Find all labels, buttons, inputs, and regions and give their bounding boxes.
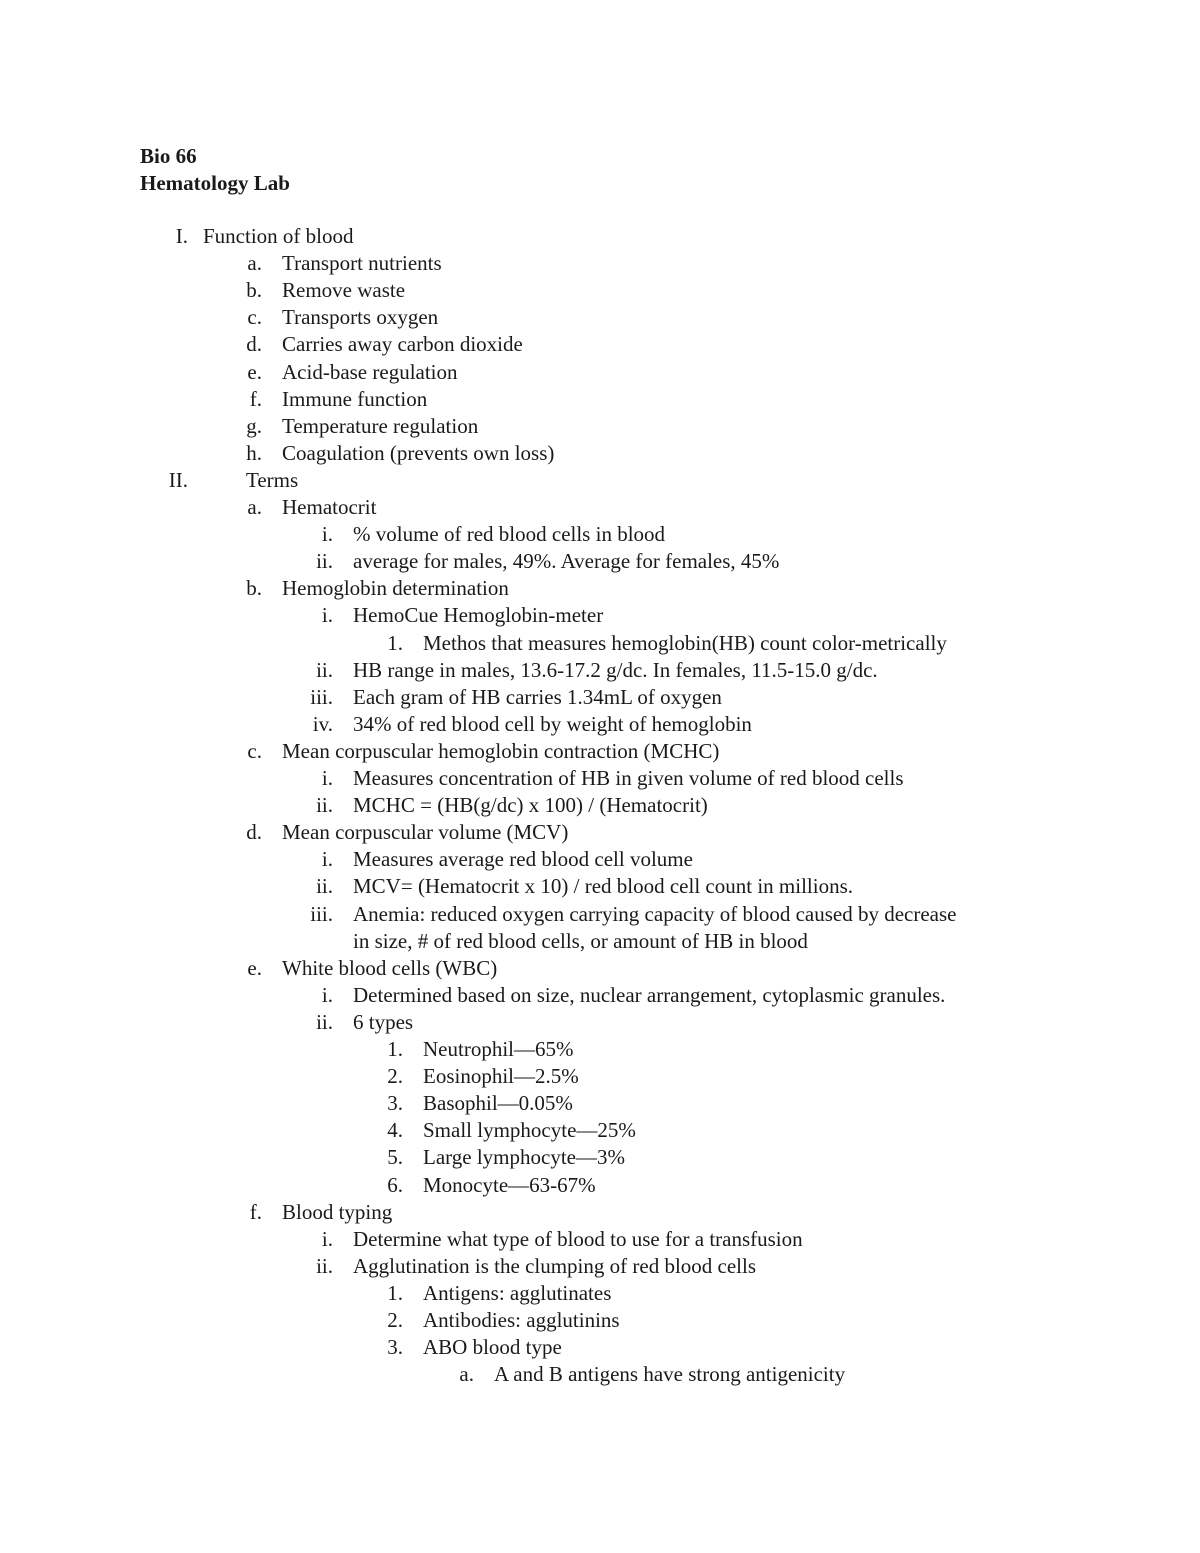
outline-item-level-4: [0, 1280, 1200, 1307]
list-item-text: Determined based on size, nuclear arrangement, cytoplasmic granules.: [353, 982, 946, 1007]
outline-item-level-2: [0, 575, 1200, 602]
list-marker: i.: [321, 603, 333, 628]
list-item-text: MCHC = (HB(g/dc) x 100) / (Hematocrit): [353, 793, 708, 818]
list-marker: h.: [246, 440, 262, 465]
outline-item-level-4: [0, 1307, 1200, 1334]
list-marker: ii.: [316, 549, 333, 574]
list-item-text: Antibodies: agglutinins: [423, 1308, 620, 1332]
list-marker: d.: [246, 332, 262, 357]
list-marker: b.: [246, 576, 262, 601]
list-marker: a.: [247, 495, 262, 519]
list-item-text: Large lymphocyte—3%: [423, 1145, 625, 1170]
list-item-text: Agglutination is the clumping of red blood cells: [353, 1253, 757, 1278]
list-item-text: Determine what type of blood to use for a transfusion: [353, 1226, 803, 1251]
list-item-text: Monocyte—63-67%: [423, 1172, 596, 1197]
list-marker: 1.: [387, 1280, 403, 1305]
list-marker: 3.: [387, 1335, 403, 1360]
outline-item-level-1: [0, 467, 1200, 494]
list-marker: i.: [321, 982, 333, 1007]
list-item-text: Basophil—0.05%: [423, 1091, 573, 1116]
list-item-text: Mean corpuscular volume (MCV): [282, 820, 569, 845]
list-item-text: Immune function: [282, 386, 428, 411]
list-marker: ii.: [316, 793, 333, 818]
list-item-text: Terms: [246, 467, 299, 492]
list-marker: iii.: [310, 901, 333, 926]
list-item-text: 6 types: [353, 1009, 414, 1034]
list-marker: 3.: [387, 1091, 403, 1116]
list-marker: iii.: [310, 684, 333, 709]
outline-item-level-2: [0, 304, 1200, 331]
list-marker: ii.: [316, 1009, 333, 1034]
outline-item-level-1: [0, 223, 1200, 250]
list-marker: 1.: [387, 630, 403, 655]
outline-item-level-3: [0, 657, 1200, 684]
list-marker: ii.: [316, 657, 333, 682]
outline-item-level-3: [0, 602, 1200, 629]
list-item-text: Eosinophil—2.5%: [423, 1064, 579, 1089]
outline-item-level-2: [0, 819, 1200, 846]
list-marker: i.: [321, 766, 333, 790]
outline-item-level-3: [0, 873, 1200, 900]
list-marker: I.: [175, 224, 188, 248]
outline-item-level-2: [0, 1199, 1200, 1226]
list-item-text: White blood cells (WBC): [282, 955, 498, 980]
list-item-text: ABO blood type: [423, 1335, 562, 1360]
outline-item-level-3: [0, 765, 1200, 792]
outline-item-level-4: [0, 1063, 1200, 1090]
list-marker: II.: [168, 467, 188, 492]
list-marker: e.: [247, 359, 262, 384]
outline-item-level-3: [0, 846, 1200, 873]
outline-item-level-4: [0, 1090, 1200, 1117]
list-item-text: Transports oxygen: [282, 305, 439, 330]
list-item-text: Methos that measures hemoglobin(HB) count color-metrically: [423, 630, 947, 655]
list-item-text: % volume of red blood cells in blood: [353, 522, 666, 547]
outline-item-level-3: [0, 792, 1200, 819]
outline-item-level-2: [0, 440, 1200, 467]
list-item-text: HB range in males, 13.6-17.2 g/dc. In females, 11.5-15.0 g/dc.: [353, 657, 878, 682]
document-subtitle: Hematology Lab: [140, 171, 290, 195]
list-marker: e.: [247, 955, 262, 980]
outline-item-level-2: [0, 386, 1200, 413]
outline-item-level-2: [0, 331, 1200, 358]
list-marker: 4.: [387, 1118, 403, 1143]
outline-item-level-4: [0, 1117, 1200, 1144]
list-item-text: Mean corpuscular hemoglobin contraction (MCHC): [282, 738, 720, 763]
list-item-text: Measures concentration of HB in given volume of red blood cells: [353, 766, 904, 790]
list-item-text: average for males, 49%. Average for females, 45%: [353, 549, 780, 574]
list-item-text: Remove waste: [282, 278, 406, 303]
list-marker: b.: [246, 278, 262, 303]
list-item-text: Function of blood: [203, 224, 354, 248]
list-item-text: Hematocrit: [282, 495, 377, 519]
list-item-text: Each gram of HB carries 1.34mL of oxygen: [353, 684, 722, 709]
outline-item-level-3: [0, 548, 1200, 575]
list-marker: 5.: [387, 1145, 403, 1170]
list-marker: iv.: [312, 711, 333, 736]
list-marker: d.: [246, 820, 262, 845]
list-item-text: Temperature regulation: [282, 413, 479, 438]
outline-item-level-4: [0, 1172, 1200, 1199]
list-marker: 1.: [387, 1037, 403, 1061]
list-item-text: HemoCue Hemoglobin-meter: [353, 603, 604, 628]
list-marker: i.: [321, 522, 333, 547]
list-marker: c.: [247, 305, 262, 330]
list-marker: ii.: [316, 874, 333, 899]
outline-item-level-2: [0, 277, 1200, 304]
list-item-text: Anemia: reduced oxygen carrying capacity of blood caused by decrease: [353, 901, 957, 926]
outline-item-level-3: [0, 1253, 1200, 1280]
list-marker: 2.: [387, 1308, 403, 1332]
outline-item-level-3: [0, 928, 1200, 955]
outline-item-level-4: [0, 1334, 1200, 1361]
outline-item-level-3: [0, 1009, 1200, 1036]
outline-item-level-3: [0, 521, 1200, 548]
outline-item-level-2: [0, 413, 1200, 440]
outline-item-level-2: [0, 955, 1200, 982]
list-item-text: Small lymphocyte—25%: [423, 1118, 636, 1143]
list-item-text: in size, # of red blood cells, or amount of HB in blood: [353, 928, 808, 953]
list-marker: a.: [459, 1362, 474, 1387]
list-item-text: Blood typing: [282, 1199, 393, 1224]
list-item-text: Hemoglobin determination: [282, 576, 509, 601]
list-marker: g.: [246, 413, 262, 438]
outline-item-level-4: [0, 630, 1200, 657]
outline-item-level-5: [0, 1361, 1200, 1388]
outline-item-level-3: [0, 1226, 1200, 1253]
list-item-text: Measures average red blood cell volume: [353, 847, 693, 872]
list-item-text: Acid-base regulation: [282, 359, 458, 384]
list-marker: i.: [321, 847, 333, 872]
outline-item-level-3: [0, 684, 1200, 711]
outline-item-level-3: [0, 711, 1200, 738]
list-item-text: Coagulation (prevents own loss): [282, 440, 555, 465]
outline-item-level-2: [0, 738, 1200, 765]
list-item-text: A and B antigens have strong antigenicity: [494, 1362, 846, 1387]
list-marker: a.: [247, 251, 262, 276]
outline-item-level-2: [0, 250, 1200, 277]
list-marker: f.: [249, 386, 262, 411]
list-marker: 2.: [387, 1064, 403, 1089]
list-item-text: 34% of red blood cell by weight of hemoglobin: [353, 711, 752, 736]
outline-item-level-3: [0, 982, 1200, 1009]
outline-item-level-2: [0, 359, 1200, 386]
list-marker: i.: [321, 1226, 333, 1251]
list-item-text: MCV= (Hematocrit x 10) / red blood cell count in millions.: [353, 874, 854, 899]
list-item-text: Transport nutrients: [282, 251, 442, 276]
list-marker: ii.: [316, 1253, 333, 1278]
document-title: Bio 66: [140, 144, 197, 168]
list-item-text: Neutrophil—65%: [423, 1037, 574, 1061]
list-item-text: Carries away carbon dioxide: [282, 332, 523, 357]
list-item-text: Antigens: agglutinates: [423, 1280, 612, 1305]
outline-item-level-4: [0, 1036, 1200, 1063]
outline-item-level-2: [0, 494, 1200, 521]
outline-item-level-4: [0, 1144, 1200, 1171]
list-marker: 6.: [387, 1172, 403, 1197]
list-marker: c.: [247, 738, 262, 763]
list-marker: f.: [249, 1199, 262, 1224]
outline-item-level-3: [0, 901, 1200, 928]
